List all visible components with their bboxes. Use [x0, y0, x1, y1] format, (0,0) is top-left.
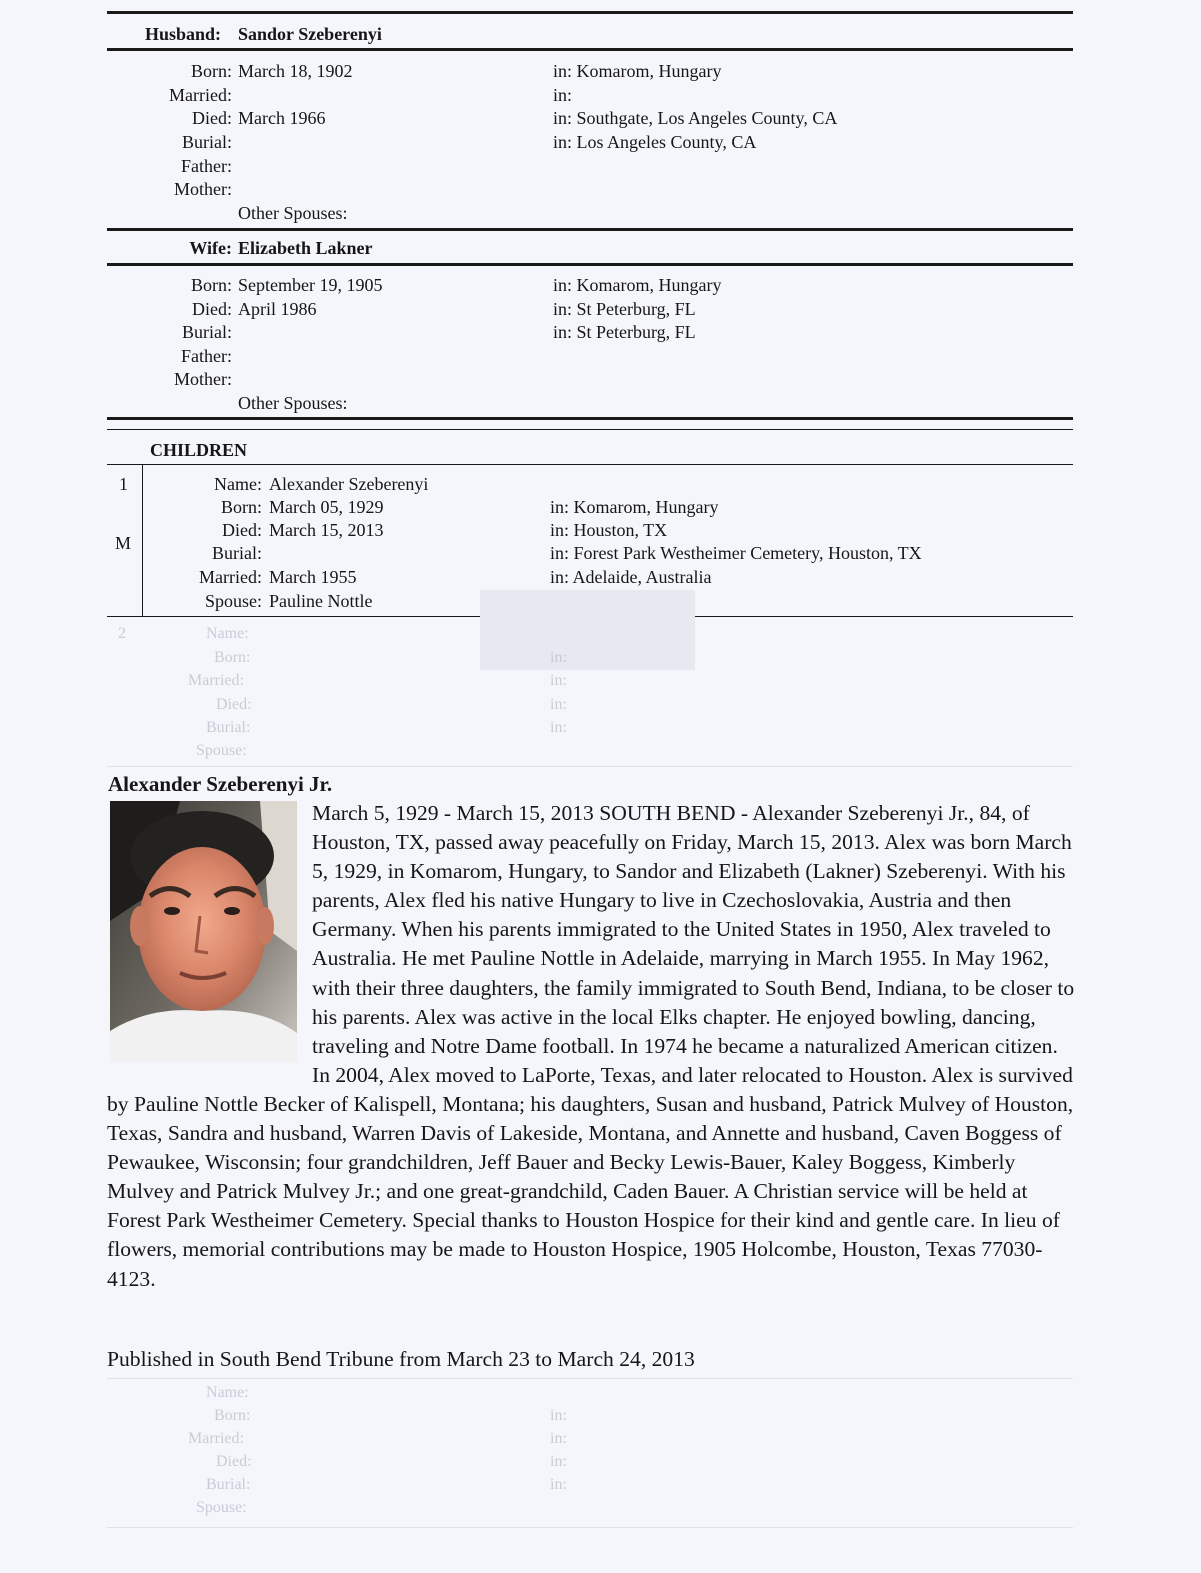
wife-father-label: Father:: [181, 346, 232, 366]
obituary-title: Alexander Szeberenyi Jr.: [108, 772, 333, 796]
husband-born-label: Born:: [190, 61, 232, 81]
children-top-rule: [107, 417, 1073, 420]
child-name-value: Alexander Szeberenyi: [269, 474, 429, 494]
husband-rule: [107, 48, 1073, 51]
wife-name: Elizabeth Lakner: [238, 238, 373, 258]
wife-died-value: April 1986: [238, 299, 317, 319]
husband-died-label: Died:: [192, 108, 232, 128]
ghost-lower-born-label: Born:: [214, 1407, 251, 1424]
husband-other-spouses: Other Spouses:: [238, 203, 348, 223]
wife-mother-label: Mother:: [174, 369, 232, 389]
child-married-place: in: Adelaide, Australia: [550, 567, 712, 587]
portrait-photo: [110, 801, 297, 1062]
ghost-rule-2: [107, 1378, 1073, 1379]
child-born-value: March 05, 1929: [269, 497, 384, 517]
wife-born-value: September 19, 1905: [238, 275, 383, 295]
husband-burial-place: in: Los Angeles County, CA: [553, 132, 757, 152]
child-sex: M: [115, 533, 132, 553]
ghost-lower-name-label: Name:: [206, 1384, 249, 1401]
ghost-born-place: in:: [550, 649, 567, 666]
child-married-label: Married:: [199, 567, 262, 587]
ghost-number: 2: [118, 625, 126, 642]
husband-married-place: in:: [553, 85, 573, 105]
ghost-married-label: Married:: [188, 672, 244, 689]
child-number: 1: [119, 474, 128, 494]
ghost-married-place: in:: [550, 672, 567, 689]
child-died-value: March 15, 2013: [269, 520, 384, 540]
ghost-lower-died-label: Died:: [216, 1453, 252, 1470]
child-born-label: Born:: [220, 497, 262, 517]
children-gutter: [142, 465, 143, 616]
wife-born-place: in: Komarom, Hungary: [553, 275, 722, 295]
wife-heading-label: Wife:: [189, 238, 232, 258]
husband-died-place: in: Southgate, Los Angeles County, CA: [553, 108, 838, 128]
wife-died-place: in: St Peterburg, FL: [553, 299, 696, 319]
ghost-lower-died-place: in:: [550, 1453, 567, 1470]
ghost-lower-spouse-label: Spouse:: [196, 1499, 247, 1516]
husband-name: Sandor Szeberenyi: [238, 24, 382, 44]
husband-died-value: March 1966: [238, 108, 326, 128]
wife-rule: [107, 263, 1073, 266]
child-name-label: Name:: [214, 474, 262, 494]
child-died-place: in: Houston, TX: [550, 520, 668, 540]
husband-mother-label: Mother:: [174, 179, 232, 199]
child-born-place: in: Komarom, Hungary: [550, 497, 719, 517]
ghost-rule-1: [107, 766, 1073, 767]
wife-born-label: Born:: [190, 275, 232, 295]
ghost-name-label: Name:: [206, 625, 249, 642]
ghost-burial-place: in:: [550, 719, 567, 736]
wife-burial-label: Burial:: [182, 322, 232, 342]
child-spouse-value: Pauline Nottle: [269, 591, 373, 611]
wife-burial-place: in: St Peterburg, FL: [553, 322, 696, 342]
husband-born-value: March 18, 1902: [238, 61, 353, 81]
ghost-spouse-label: Spouse:: [196, 742, 247, 759]
husband-heading-label: Husband:: [145, 24, 222, 44]
husband-born-place: in: Komarom, Hungary: [553, 61, 722, 81]
ghost-burial-label: Burial:: [206, 719, 251, 736]
wife-other-spouses: Other Spouses:: [238, 393, 348, 413]
children-heading: CHILDREN: [150, 440, 248, 460]
ghost-lower-burial-label: Burial:: [206, 1476, 251, 1493]
child-died-label: Died:: [222, 520, 262, 540]
husband-burial-label: Burial:: [182, 132, 232, 152]
ghost-rule-3: [107, 1527, 1073, 1528]
ghost-lower-married-place: in:: [550, 1430, 567, 1447]
ghost-died-label: Died:: [216, 696, 252, 713]
ghost-born-label: Born:: [214, 649, 251, 666]
husband-father-label: Father:: [181, 156, 232, 176]
wife-died-label: Died:: [192, 299, 232, 319]
child-married-value: March 1955: [269, 567, 357, 587]
paper-smudge: [480, 590, 695, 670]
top-rule: [107, 11, 1073, 14]
ghost-lower-born-place: in:: [550, 1407, 567, 1424]
wife-top-rule: [107, 228, 1073, 231]
child-burial-label: Burial:: [212, 543, 262, 563]
child-spouse-label: Spouse:: [204, 591, 262, 611]
husband-married-label: Married:: [169, 85, 232, 105]
child-burial-place: in: Forest Park Westheimer Cemetery, Houston, TX: [550, 543, 922, 563]
obituary-text: March 5, 1929 - March 15, 2013 SOUTH BEND - Alexander Szeberenyi Jr., 84, of Houston, TX, passed away peacefully on Friday, March 15, 2013. Alex was born March 5, 1929, in Komarom, Hungary, to Sandor and Elizabeth (Lakner) Szeberenyi. With his parents, Alex fled his native Hungary to live in Czechoslovakia, Austria and then Germany. When his parents immigrated to the United States in 1950, Alex traveled to Australia. He met Pauline Nottle in Adelaide, marrying in March 1955. In May 1962, with their three daughters, the family immigrated to South Bend, Indiana, to be closer to his parents. Alex was active in the local Elks chapter. He enjoyed bowling, dancing, traveling and Notre Dame football. In 1974 he became a naturalized American citizen. In 2004, Alex moved to LaPorte, Texas, and later relocated to Houston. Alex is survived by Pauline Nottle Becker of Kalispell, Montana; his daughters, Susan and husband, Patrick Mulvey of Houston, Texas, Sandra and husband, Warren Davis of Lakeside, Montana, and Annette and husband, Caven Boggess of Pewaukee, Wisconsin; four grandchildren, Jeff Bauer and Becky Lewis-Bauer, Kaley Boggess, Kimberly Mulvey and Patrick Mulvey Jr.; and one great-grandchild, Caden Bauer. A Christian service will be held at Forest Park Westheimer Cemetery. Special thanks to Houston Hospice for their kind and gentle care. In lieu of flowers, memorial contributions may be made to Houston Hospice, 1905 Holcombe, Houston, Texas 77030-4123.: [107, 801, 1075, 1291]
publication-line: Published in South Bend Tribune from March 23 to March 24, 2013: [107, 1347, 695, 1371]
ghost-died-place: in:: [550, 696, 567, 713]
children-top-rule-2: [107, 429, 1073, 430]
ghost-lower-burial-place: in:: [550, 1476, 567, 1493]
ghost-lower-married-label: Married:: [188, 1430, 244, 1447]
children-heading-rule: [107, 464, 1073, 465]
